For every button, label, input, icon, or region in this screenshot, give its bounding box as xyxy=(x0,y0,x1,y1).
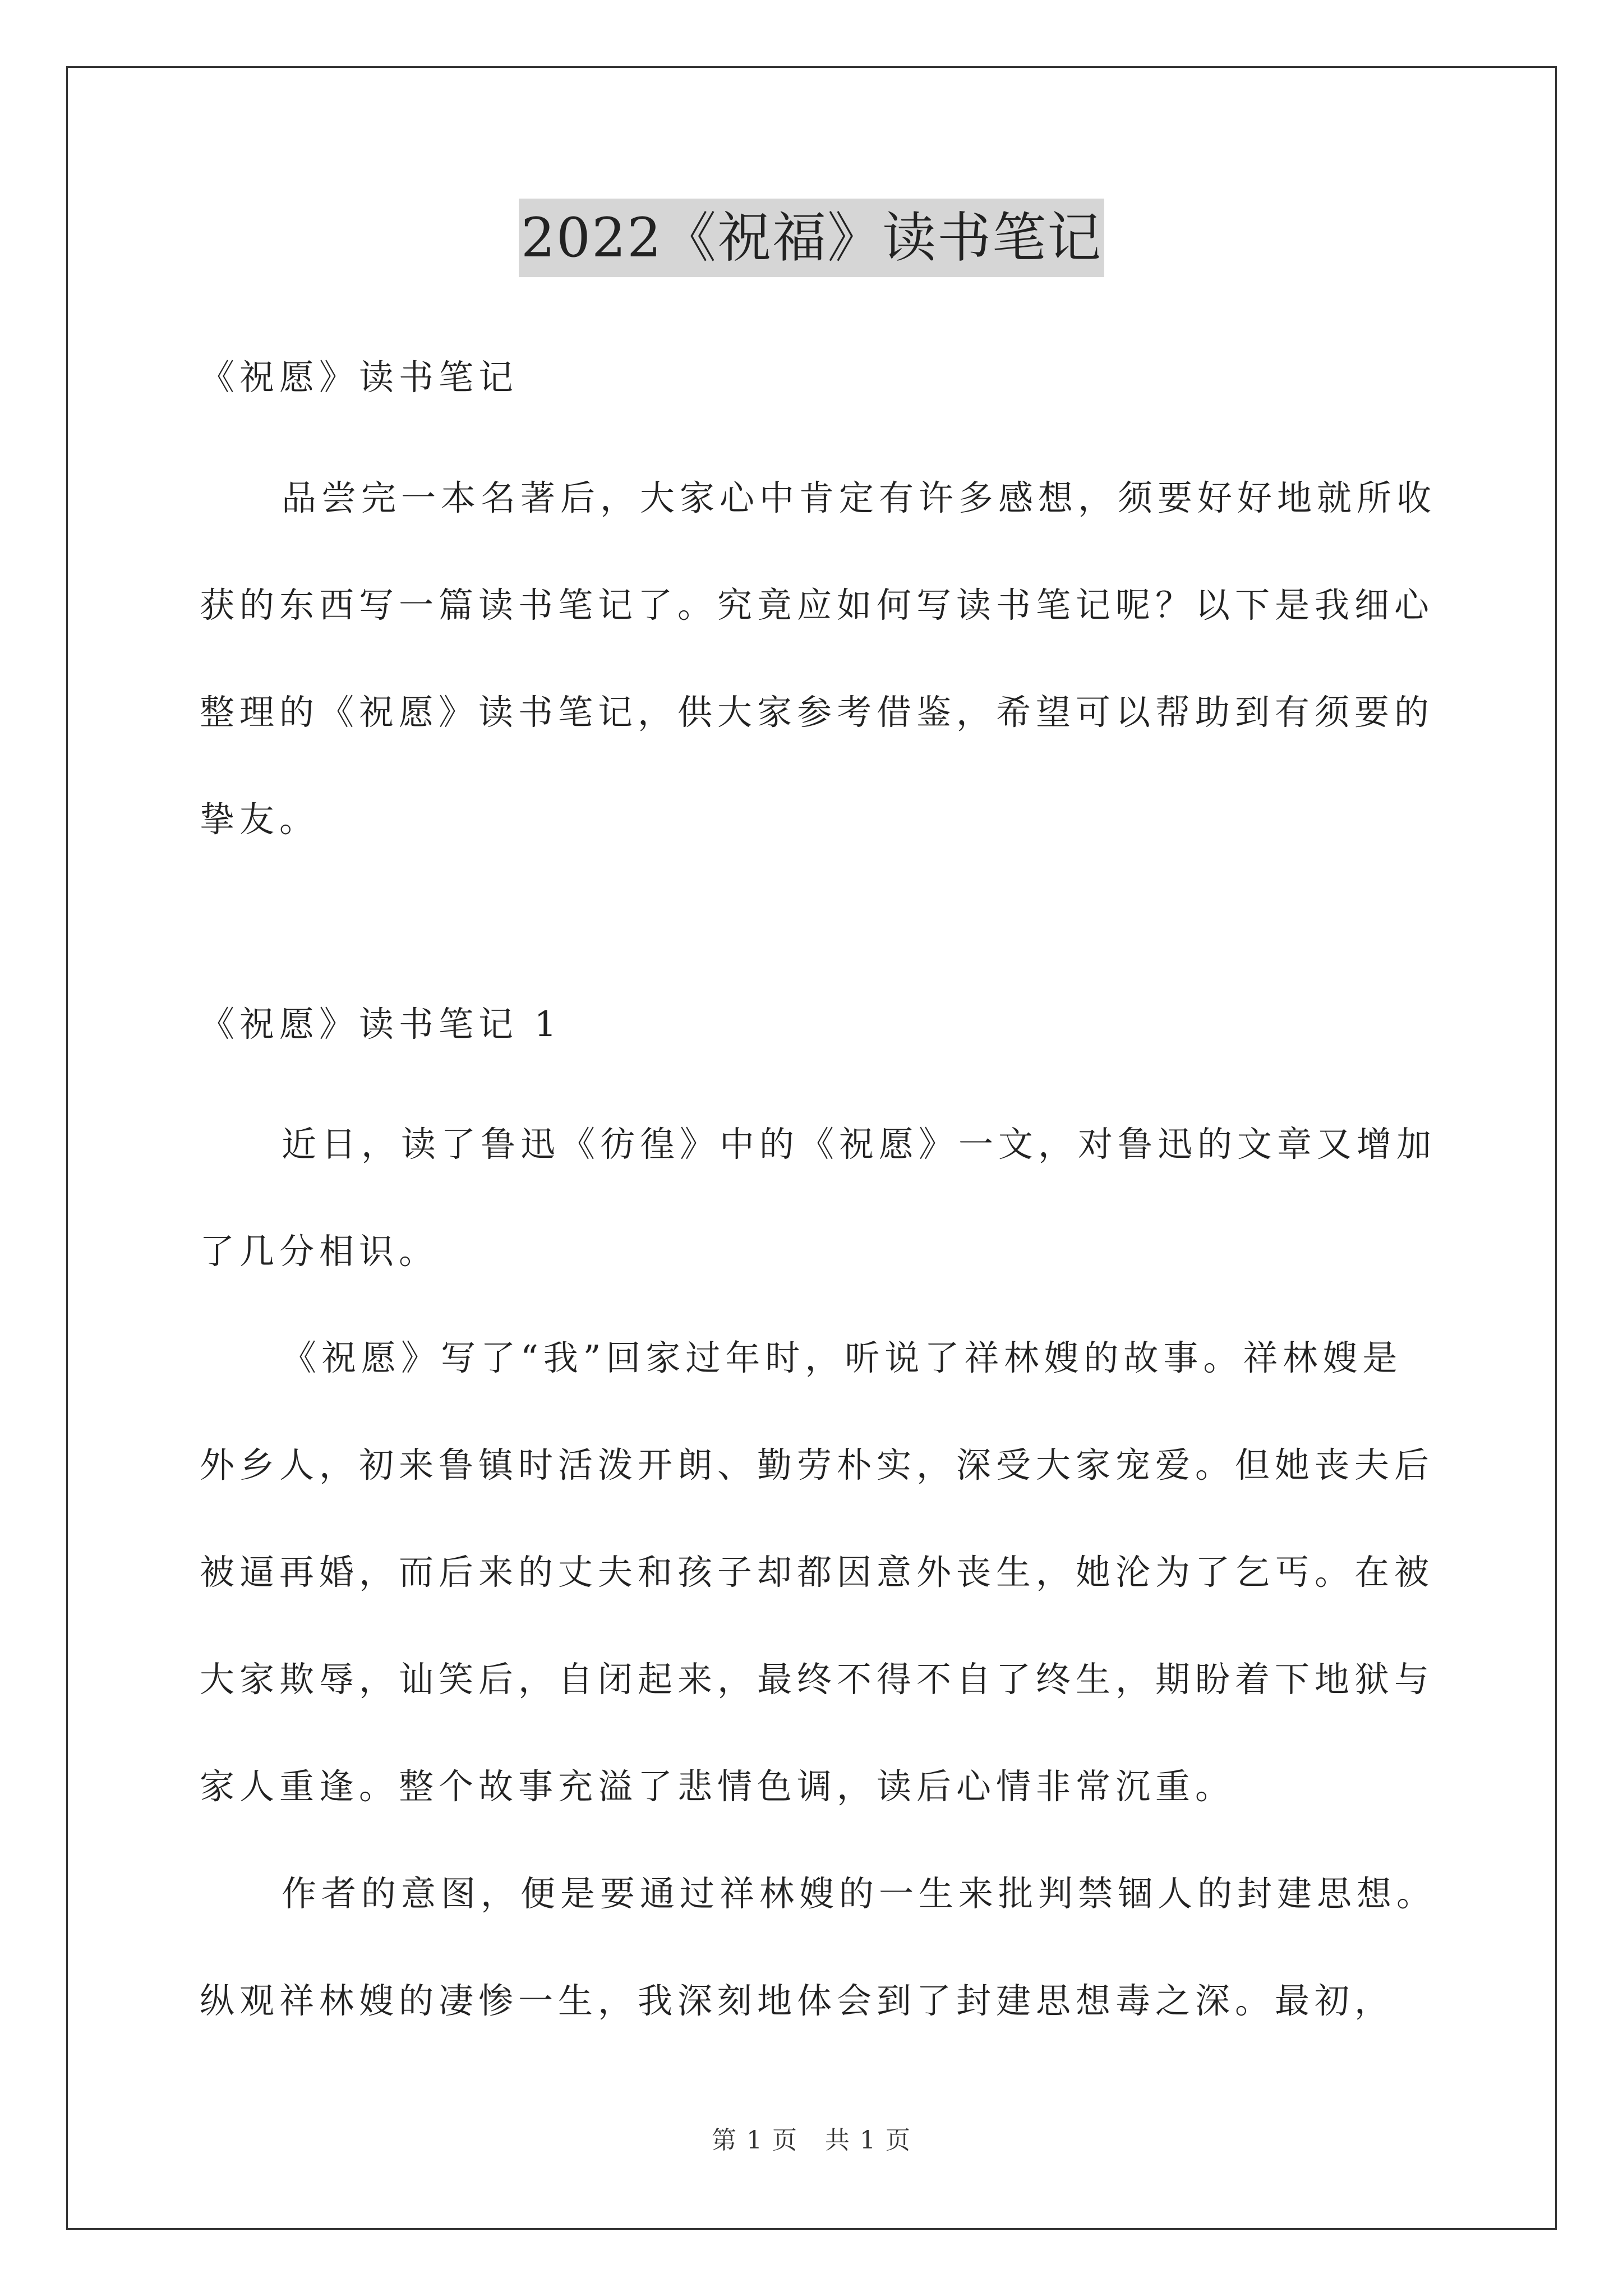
page-footer xyxy=(0,2124,1623,2157)
section-heading: 《祝愿》读书笔记 1 xyxy=(200,1004,562,1045)
page-total: 共 1 页 xyxy=(825,2126,911,2155)
intro-paragraph: 品尝完一本名著后，大家心中肯定有许多感想，须要好好地就所收获的东西写一篇读书笔记了。究竟应如何写读书笔记呢？以下是我细心整理的《祝愿》读书笔记，供大家参考借鉴，希望可以帮助到有须要的挚友。 xyxy=(200,477,1437,840)
body-paragraph-3: 作者的意图，便是要通过祥林嫂的一生来批判禁锢人的封建思想。纵观祥林嫂的凄惨一生，我深刻地体会到了封建思想毒之深。最初， xyxy=(200,1873,1437,2021)
body-paragraph-2: 《祝愿》写了“我”回家过年时，听说了祥林嫂的故事。祥林嫂是外乡人，初来鲁镇时活泼开朗、勤劳朴实，深受大家宠爱。但她丧夫后被逼再婚，而后来的丈夫和孩子却都因意外丧生，她沦为了乞丐。在被大家欺辱，讪笑后，自闭起来，最终不得不自了终生，期盼着下地狱与家人重逢。整个故事充溢了悲情色调，读后心情非常沉重。 xyxy=(200,1337,1435,1807)
intro-heading: 《祝愿》读书笔记 xyxy=(200,357,519,398)
document-title-row xyxy=(0,199,1623,277)
body-paragraph-1: 近日，读了鲁迅《彷徨》中的《祝愿》一文，对鲁迅的文章又增加了几分相识。 xyxy=(200,1124,1437,1272)
page-number: 第 1 页 xyxy=(712,2126,798,2155)
document-title: 2022《祝福》读书笔记 xyxy=(519,199,1104,277)
